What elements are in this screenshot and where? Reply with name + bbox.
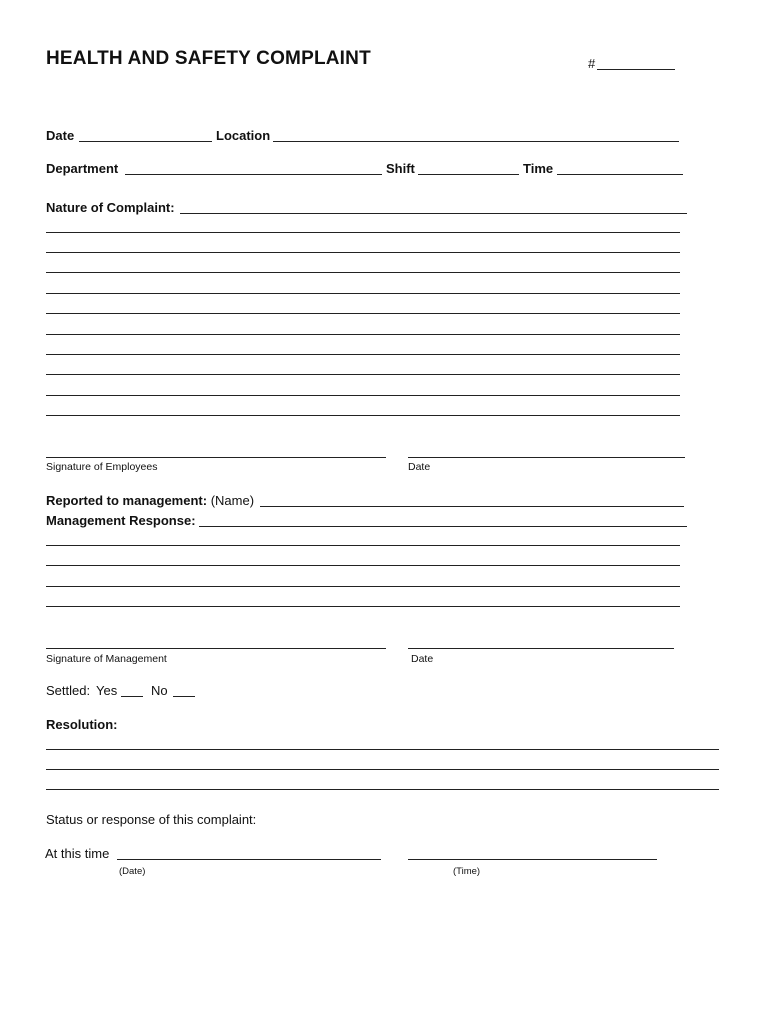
settled-no-label: No — [151, 683, 168, 698]
settled-no-field[interactable] — [173, 682, 195, 697]
time-label: Time — [523, 161, 554, 176]
reported-to-management-field[interactable] — [260, 492, 684, 507]
nature-of-complaint-line[interactable] — [46, 401, 680, 416]
status-date-field[interactable] — [117, 845, 381, 860]
date-label: Date — [46, 128, 75, 143]
management-signature-date-field[interactable] — [408, 634, 674, 649]
status-date-caption: (Date) — [119, 866, 146, 877]
management-response-field[interactable] — [199, 512, 687, 527]
nature-of-complaint-line[interactable] — [46, 360, 680, 375]
management-response-label: Management Response: — [46, 513, 196, 528]
management-response-line[interactable] — [46, 551, 680, 566]
nature-of-complaint-line[interactable] — [46, 238, 680, 253]
at-this-time-label: At this time — [45, 846, 110, 861]
reported-to-management-bold: Reported to management: — [46, 493, 208, 508]
nature-of-complaint-line[interactable] — [46, 279, 680, 294]
management-signature-caption: Signature of Management — [46, 653, 167, 665]
management-date-caption: Date — [411, 653, 434, 665]
nature-of-complaint-line[interactable] — [46, 320, 680, 335]
form-title: HEALTH AND SAFETY COMPLAINT — [46, 48, 371, 69]
nature-of-complaint-line[interactable] — [46, 258, 680, 273]
settled-label: Settled: — [46, 683, 91, 698]
complaint-number-field[interactable] — [597, 55, 675, 70]
location-label: Location — [216, 128, 271, 143]
nature-of-complaint-field[interactable] — [180, 199, 687, 214]
nature-of-complaint-line[interactable] — [46, 299, 680, 314]
time-field[interactable] — [557, 160, 683, 175]
management-response-line[interactable] — [46, 572, 680, 587]
reported-name-hint: (Name) — [210, 493, 255, 508]
resolution-label: Resolution: — [46, 717, 118, 732]
complaint-number-label: # — [588, 56, 596, 71]
shift-label: Shift — [386, 161, 415, 176]
status-label: Status or response of this complaint: — [46, 812, 257, 827]
management-signature-field[interactable] — [46, 634, 386, 649]
nature-of-complaint-line[interactable] — [46, 218, 680, 233]
status-time-caption: (Time) — [453, 866, 481, 877]
department-field[interactable] — [125, 160, 382, 175]
management-response-line[interactable] — [46, 531, 680, 546]
management-response-line[interactable] — [46, 592, 680, 607]
nature-of-complaint-line[interactable] — [46, 381, 680, 396]
employee-signature-caption: Signature of Employees — [46, 461, 158, 473]
resolution-line[interactable] — [46, 735, 719, 750]
resolution-line[interactable] — [46, 755, 719, 770]
reported-to-management-label — [46, 493, 254, 508]
resolution-line[interactable] — [46, 775, 719, 790]
date-field[interactable] — [79, 127, 212, 142]
employee-signature-date-field[interactable] — [408, 443, 685, 458]
location-field[interactable] — [273, 127, 679, 142]
nature-of-complaint-line[interactable] — [46, 340, 680, 355]
shift-field[interactable] — [418, 160, 519, 175]
settled-yes-field[interactable] — [121, 682, 143, 697]
department-label: Department — [46, 161, 119, 176]
settled-yes-label: Yes — [96, 683, 118, 698]
employee-signature-field[interactable] — [46, 443, 386, 458]
status-time-field[interactable] — [408, 845, 657, 860]
employee-date-caption: Date — [408, 461, 431, 473]
nature-of-complaint-label: Nature of Complaint: — [46, 200, 175, 215]
